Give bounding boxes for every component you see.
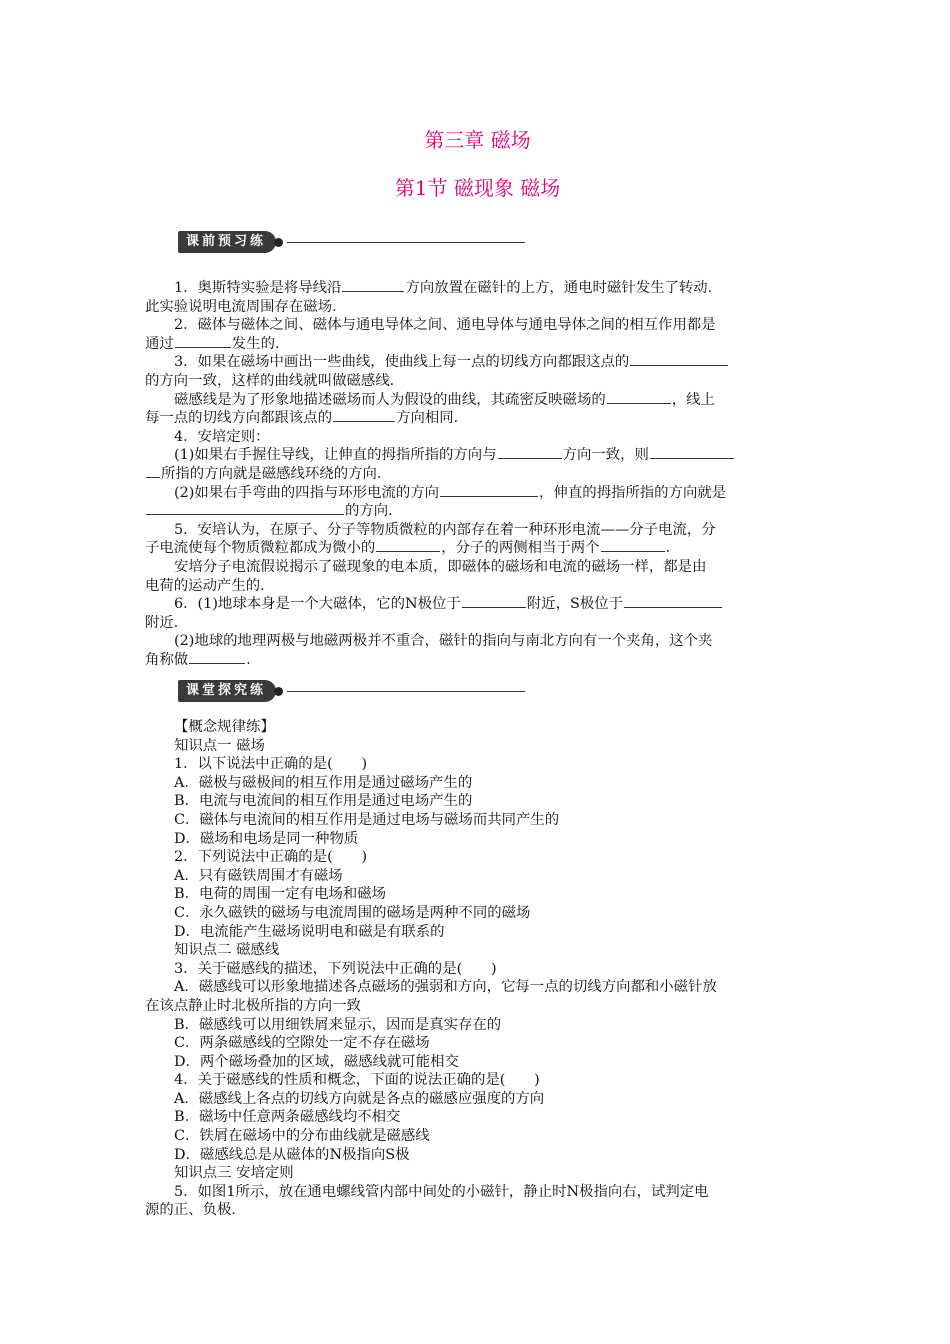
answer-blank[interactable] [624, 595, 722, 608]
option-q2-c[interactable]: C．永久磁铁的磁场与电流周围的磁场是两种不同的磁场 [174, 904, 531, 921]
option-q1-a[interactable]: A．磁极与磁极间的相互作用是通过磁场产生的 [174, 774, 473, 791]
preview-q2-cont: 通过 发生的． [145, 335, 290, 352]
preview-q5-note-cont: 电荷的运动产生的． [145, 577, 275, 594]
option-q1-c[interactable]: C．磁体与电流间的相互作用是通过电场与磁场而共同产生的 [174, 811, 560, 828]
option-q3-b[interactable]: B．磁感线可以用细铁屑来显示，因而是真实存在的 [174, 1016, 502, 1033]
option-q2-a[interactable]: A．只有磁铁周围才有磁场 [174, 867, 343, 884]
preview-q5: 5．安培认为，在原子、分子等物质微粒的内部存在着一种环形电流——分子电流，分 [174, 521, 716, 538]
preview-q3: 3．如果在磁场中画出一些曲线，使曲线上每一点的切线方向都跟这点的 [145, 353, 810, 372]
answer-blank[interactable] [342, 279, 404, 292]
section-title: 第1节 磁现象 磁场 [394, 176, 561, 200]
preview-q4-2: (2)如果右手弯曲的四指与环形电流的方向 ，伸直的拇指所指的方向就是 [174, 484, 727, 501]
knowledge-point-3: 知识点三 安培定则 [174, 1165, 294, 1182]
answer-blank[interactable] [146, 465, 160, 478]
question-5: 5．如图1所示，放在通电螺线管内部中间处的小磁针，静止时N极指向右，试判定电 [174, 1183, 709, 1200]
preview-q3-note-cont: 每一点的切线方向都跟该点的 方向相同． [145, 410, 469, 427]
preview-q4: 4．安培定则： [174, 428, 270, 445]
preview-exercises [145, 279, 810, 669]
preview-q3-note: 磁感线是为了形象地描述磁场而人为假设的曲线，其疏密反映磁场的 ，线上 [174, 391, 715, 408]
section-divider [287, 691, 525, 692]
option-q3-c[interactable]: C．两条磁感线的空隙处一定不存在磁场 [174, 1035, 430, 1052]
preview-section-label: 课前预习练 [178, 231, 276, 253]
knowledge-point-2: 知识点二 磁感线 [174, 942, 280, 959]
preview-q3-cont: 的方向一致，这样的曲线就叫做磁感线． [145, 372, 405, 389]
preview-q6-1: 6．(1)地球本身是一个大磁体，它的N极位于 附近，S极位于 [145, 595, 810, 614]
option-q4-b[interactable]: B．磁场中任意两条磁感线均不相交 [174, 1109, 401, 1126]
preview-q4-1: (1)如果右手握住导线，让伸直的拇指所指的方向与 方向一致，则 [145, 446, 810, 465]
answer-blank[interactable] [650, 446, 734, 459]
answer-blank[interactable] [175, 335, 231, 348]
answer-blank[interactable] [630, 353, 728, 366]
section-divider [287, 242, 525, 243]
answer-blank[interactable] [498, 446, 562, 459]
preview-q1-cont: 此实验说明电流周围存在磁场． [145, 298, 347, 315]
question-1: 1．以下说法中正确的是( ) [174, 756, 368, 773]
preview-section-header [178, 231, 525, 253]
option-q1-b[interactable]: B．电流与电流间的相互作用是通过电场产生的 [174, 793, 473, 810]
classroom-section-header [178, 680, 525, 702]
question-2: 2．下列说法中正确的是( ) [174, 849, 368, 866]
answer-blank[interactable] [601, 539, 665, 552]
option-q2-d[interactable]: D．电流能产生磁场说明电和磁是有联系的 [174, 923, 445, 940]
preview-q4-2-cont: 的方向． [145, 502, 810, 521]
option-q4-d[interactable]: D．磁感线总是从磁体的N极指向S极 [174, 1146, 410, 1163]
answer-blank[interactable] [146, 502, 344, 515]
option-q3-a-cont: 在该点静止时北极所指的方向一致 [145, 997, 361, 1014]
exercise-heading: 【概念规律练】 [174, 719, 275, 735]
answer-blank[interactable] [376, 539, 440, 552]
answer-blank[interactable] [440, 484, 538, 497]
option-q4-c[interactable]: C．铁屑在磁场中的分布曲线就是磁感线 [174, 1128, 430, 1145]
classroom-section-label: 课堂探究练 [178, 680, 276, 702]
chapter-title: 第三章 磁场 [424, 128, 531, 152]
question-4: 4．关于磁感线的性质和概念，下面的说法正确的是( ) [174, 1072, 540, 1089]
preview-q5-note: 安培分子电流假说揭示了磁现象的电本质，即磁体的磁场和电流的磁场一样，都是由 [174, 558, 707, 575]
answer-blank[interactable] [607, 391, 671, 404]
option-q3-d[interactable]: D．两个磁场叠加的区域，磁感线就可能相交 [174, 1053, 459, 1070]
preview-q6-2-cont: 角称做 ． [145, 651, 261, 668]
option-q4-a[interactable]: A．磁感线上各点的切线方向就是各点的磁感应强度的方向 [174, 1090, 545, 1107]
option-q2-b[interactable]: B．电荷的周围一定有电场和磁场 [174, 886, 387, 903]
answer-blank[interactable] [189, 651, 245, 664]
bullet-dot-icon [274, 687, 283, 696]
preview-q6-1-cont: 附近． [145, 614, 189, 631]
question-3: 3．关于磁感线的描述，下列说法中正确的是( ) [174, 960, 497, 977]
preview-q6-2: (2)地球的地理两极与地磁两极并不重合，磁针的指向与南北方向有一个夹角，这个夹 [174, 633, 713, 650]
knowledge-point-1: 知识点一 磁场 [174, 737, 265, 754]
option-q3-a[interactable]: A．磁感线可以形象地描述各点磁场的强弱和方向，它每一点的切线方向都和小磁针放 [174, 979, 717, 996]
preview-q4-1-cont: 所指的方向就是磁感线环绕的方向． [145, 465, 810, 484]
preview-q5-cont: 子电流使每个物质微粒都成为微小的 ，分子的两侧相当于两个 ． [145, 540, 680, 557]
question-5-cont: 源的正、负极． [145, 1202, 246, 1219]
preview-q1: 1．奥斯特实验是将导线沿 方向放置在磁针的上方，通电时磁针发生了转动． [174, 280, 723, 296]
bullet-dot-icon [274, 238, 283, 247]
option-q1-d[interactable]: D．磁场和电场是同一种物质 [174, 830, 359, 847]
classroom-exercises [145, 718, 810, 1220]
answer-blank[interactable] [333, 409, 395, 422]
answer-blank[interactable] [462, 595, 526, 608]
preview-q2: 2．磁体与磁体之间、磁体与通电导体之间、通电导体与通电导体之间的相互作用都是 [174, 317, 716, 334]
